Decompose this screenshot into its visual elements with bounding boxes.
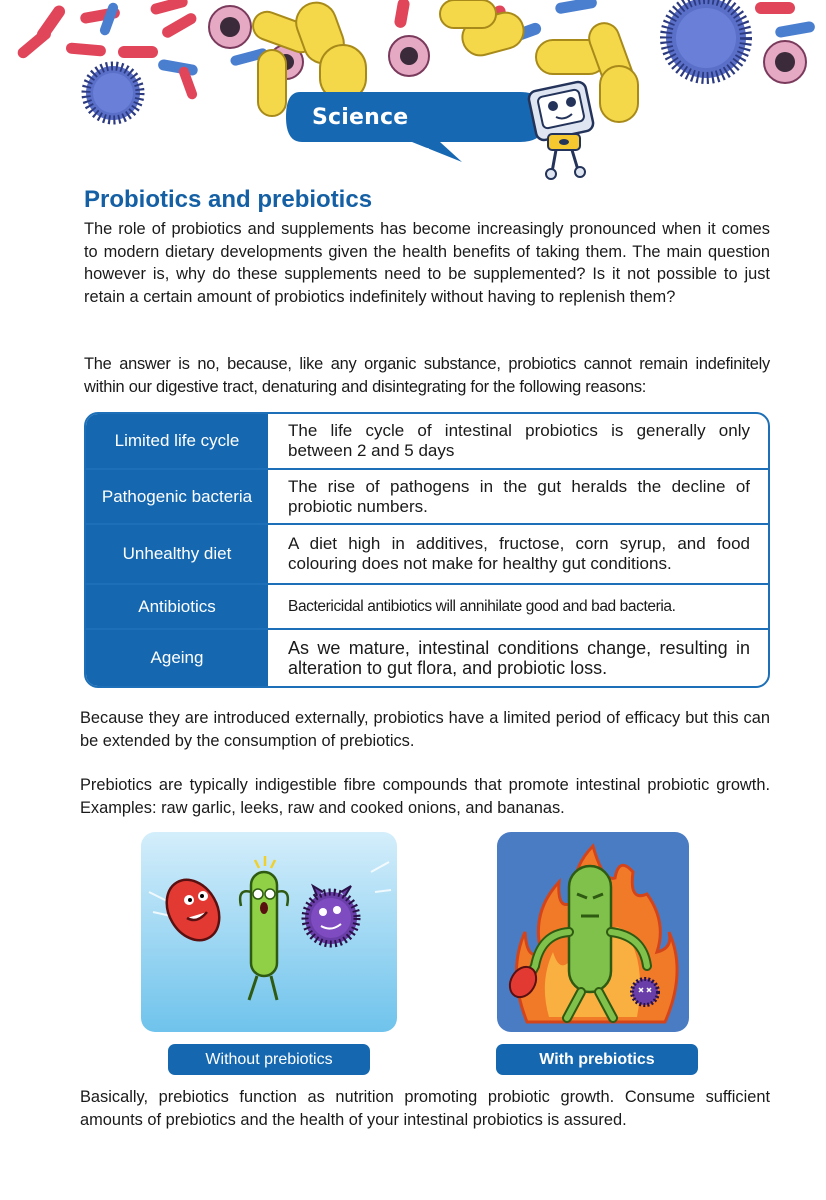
reason-label: Antibiotics [86,585,270,628]
conclusion-paragraph: Basically, prebiotics function as nutrition promoting probiotic growth. Consume sufficient amounts of prebiotics and the health of your intestinal probiotics is assured. [80,1088,770,1129]
robot-mascot-icon [527,81,594,179]
article-title: Probiotics and prebiotics [84,186,373,213]
prebiotics-paragraph: Prebiotics are typically indigestible fibre compounds that promote intestinal probiotic growth. Examples: raw garlic, leeks, raw and cooked onions, and bananas. [80,776,770,817]
banner-title: Science Infobytes [312,105,431,166]
table-row [86,414,768,470]
reasons-table [84,412,770,688]
intro-paragraph: The role of probiotics and supplements has become increasingly pronounced when it comes to modern dietary developments given the health benefits of taking them. The main question however is, why do these supplements need to be supplemented? Is it not possible to just retain a certain amount of probiotics indefinitely without having to replenish them? [84,220,770,306]
without-prebiotics-illustration [141,832,397,1032]
reason-text: Bactericidal antibiotics will annihilate good and bad bacteria. [288,597,676,615]
efficacy-paragraph: Because they are introduced externally, probiotics have a limited period of efficacy but this can be extended by the consumption of prebiotics. [80,709,770,750]
reason-text: As we mature, intestinal conditions change, resulting in alteration to gut flora, and probiotic loss. [288,638,750,678]
reason-label: Pathogenic bacteria [86,470,270,523]
answer-paragraph: The answer is no, because, like any organic substance, probiotics cannot remain indefinitely within our digestive tract, denaturing and disintegrating for the following reasons: [84,355,770,396]
table-row [86,630,768,686]
reason-text: The life cycle of intestinal probiotics is generally only between 2 and 5 days [288,421,750,460]
reason-label: Unhealthy diet [86,525,270,583]
table-row [86,525,768,585]
reason-label: Ageing [86,630,270,686]
defeated-virus-icon [632,979,658,1005]
without-prebiotics-caption: Without prebiotics [168,1044,370,1075]
with-prebiotics-illustration [497,832,689,1032]
table-row [86,470,768,525]
reason-text: The rise of pathogens in the gut heralds the decline of probiotic numbers. [288,476,750,516]
reason-label: Limited life cycle [86,414,270,468]
reason-text: A diet high in additives, fructose, corn syrup, and food colouring does not make for healthy gut conditions. [288,534,750,573]
with-prebiotics-caption: With prebiotics [496,1044,698,1075]
table-row [86,585,768,630]
